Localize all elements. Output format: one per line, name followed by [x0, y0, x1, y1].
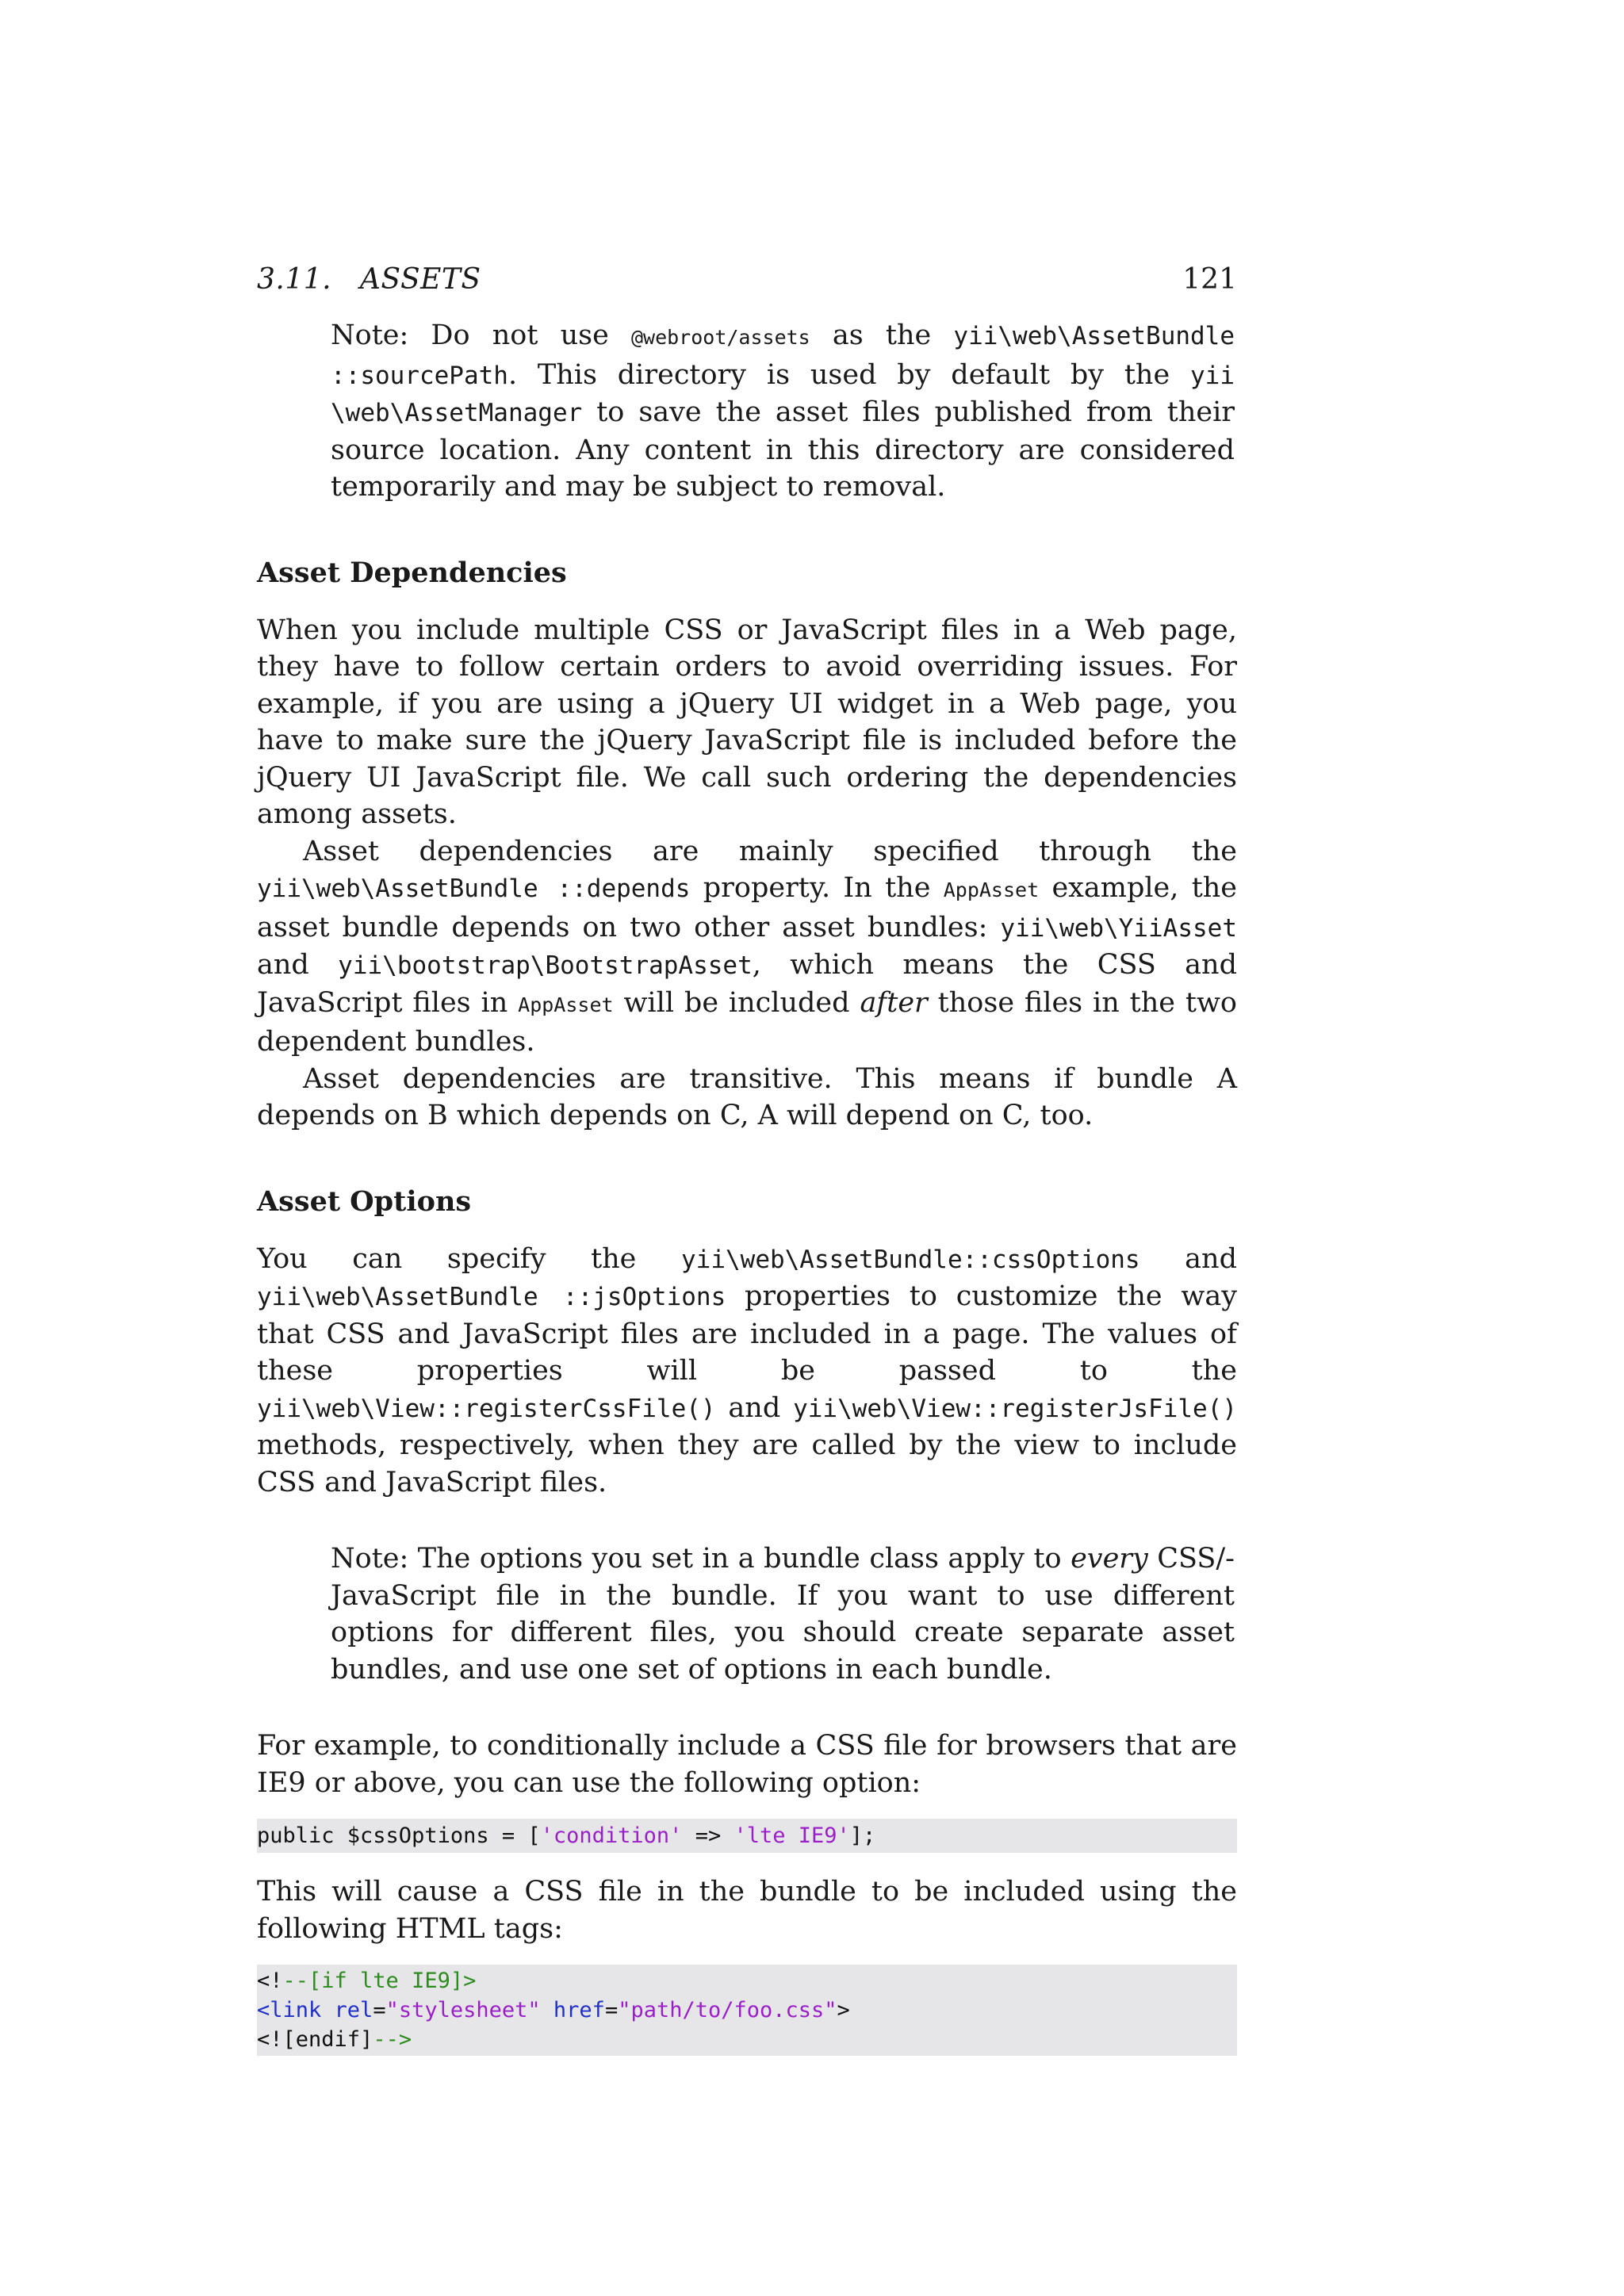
- body-text: , which means the CSS and JavaScript files in: [257, 949, 1237, 1019]
- note-options: [331, 1540, 1235, 1688]
- paragraph-dependencies-depends: [257, 833, 1237, 1061]
- body-text: those files in the two dependent bundles.: [257, 986, 1237, 1058]
- inline-code: AppAsset: [518, 993, 614, 1016]
- body-text: You can specify the: [257, 1242, 681, 1275]
- note-text: as the: [810, 320, 954, 351]
- body-text: property. In the: [690, 872, 944, 904]
- code-comment: --[if lte IE9]>: [282, 1969, 477, 1993]
- heading-asset-options: Asset Options: [257, 1184, 472, 1218]
- code-token: =: [604, 1998, 619, 2022]
- code-token: =>: [682, 1823, 734, 1848]
- code-attr: rel: [321, 1998, 373, 2022]
- code-tag: <link: [257, 1998, 322, 2022]
- emphasis: every: [1071, 1543, 1148, 1575]
- inline-code: @webroot/assets: [630, 326, 810, 349]
- inline-code: yii \web\AssetManager: [331, 361, 1235, 427]
- code-block-cssoptions: [257, 1819, 1237, 1853]
- inline-code: yii\bootstrap\BootstrapAsset: [338, 951, 753, 980]
- inline-code: yii\web\View::registerCssFile(): [257, 1394, 716, 1423]
- note-webroot-assets: [331, 317, 1235, 506]
- paragraph-options-intro: [257, 1241, 1237, 1502]
- note-text: . This directory is used by default by the: [508, 358, 1190, 391]
- code-block-html: [257, 1965, 1237, 2056]
- inline-code: yii\web\AssetBundle ::depends: [257, 874, 691, 903]
- code-comment: -->: [373, 2027, 412, 2052]
- page-number: 121: [1182, 263, 1237, 296]
- inline-code: yii\web\View::registerJsFile(): [793, 1394, 1237, 1423]
- code-string: "path/to/foo.css": [618, 1998, 837, 2022]
- note-text: CSS/- JavaScript file in the bundle. If you want to use different options for different files, you should create separate asset bundles, and use one set of options in each bundle.: [331, 1543, 1235, 1686]
- heading-asset-dependencies: Asset Dependencies: [257, 556, 567, 589]
- code-token: <!: [257, 1969, 283, 1993]
- inline-code: yii\web\YiiAsset: [1000, 913, 1237, 943]
- code-string: 'lte IE9': [733, 1823, 850, 1848]
- body-text: and: [715, 1391, 794, 1424]
- code-token: =: [373, 1998, 386, 2022]
- paragraph-html-tags: This will cause a CSS file in the bundle to be included using the following HTML tags:: [257, 1876, 1237, 1945]
- body-text: Asset dependencies are mainly specified through the: [303, 835, 1237, 867]
- code-string: "stylesheet": [385, 1998, 541, 2022]
- note-text: Note: Do not use: [331, 320, 631, 351]
- page-content: [257, 262, 1237, 2056]
- body-text: and: [1139, 1242, 1237, 1275]
- body-text: and: [257, 949, 339, 981]
- code-token: >: [837, 1998, 850, 2022]
- code-attr: href: [540, 1998, 605, 2022]
- note-text: Note: The options you set in a bundle class apply to: [331, 1543, 1071, 1575]
- running-header: [257, 262, 1237, 298]
- inline-code: yii\web\AssetBundle::cssOptions: [681, 1245, 1140, 1274]
- inline-code: AppAsset: [943, 878, 1040, 901]
- body-text: example, the asset bundle depends on two other asset bundles:: [257, 872, 1238, 943]
- inline-code: yii\web\AssetBundle ::sourcePath: [331, 322, 1235, 390]
- code-token: public $cssOptions = [: [257, 1823, 541, 1848]
- inline-code: yii\web\AssetBundle ::jsOptions: [257, 1283, 726, 1311]
- paragraph-dependencies-transitive: Asset dependencies are transitive. This means if bundle A depends on B which depends on C, A will depend on C, too.: [257, 1062, 1237, 1131]
- code-string: 'condition': [540, 1823, 683, 1848]
- body-text: methods, respectively, when they are called by the view to include CSS and JavaScript files.: [257, 1429, 1237, 1498]
- header-section-title: 3.11. ASSETS: [257, 263, 481, 296]
- note-text: to save the asset files published from their source location. Any content in this directory are considered temporarily and may be subject to removal.: [331, 396, 1235, 503]
- emphasis: after: [860, 986, 928, 1019]
- body-text: will be included: [613, 986, 860, 1019]
- code-token: ];: [849, 1823, 876, 1848]
- body-text: properties to customize the way that CSS and JavaScript files are included in a page. The values of these properties will be passed to the: [257, 1280, 1237, 1387]
- paragraph-options-example: For example, to conditionally include a CSS file for browsers that are IE9 or above, you can use the following option:: [257, 1730, 1237, 1799]
- code-token: <![endif]: [257, 2027, 373, 2052]
- paragraph-dependencies-intro: When you include multiple CSS or JavaScript files in a Web page, they have to follow certain orders to avoid overriding issues. For example, if you are using a jQuery UI widget in a Web page, you have to make sure the jQuery JavaScript file is included before the jQuery UI JavaScript file. We call such ordering the dependencies among assets.: [257, 614, 1237, 830]
